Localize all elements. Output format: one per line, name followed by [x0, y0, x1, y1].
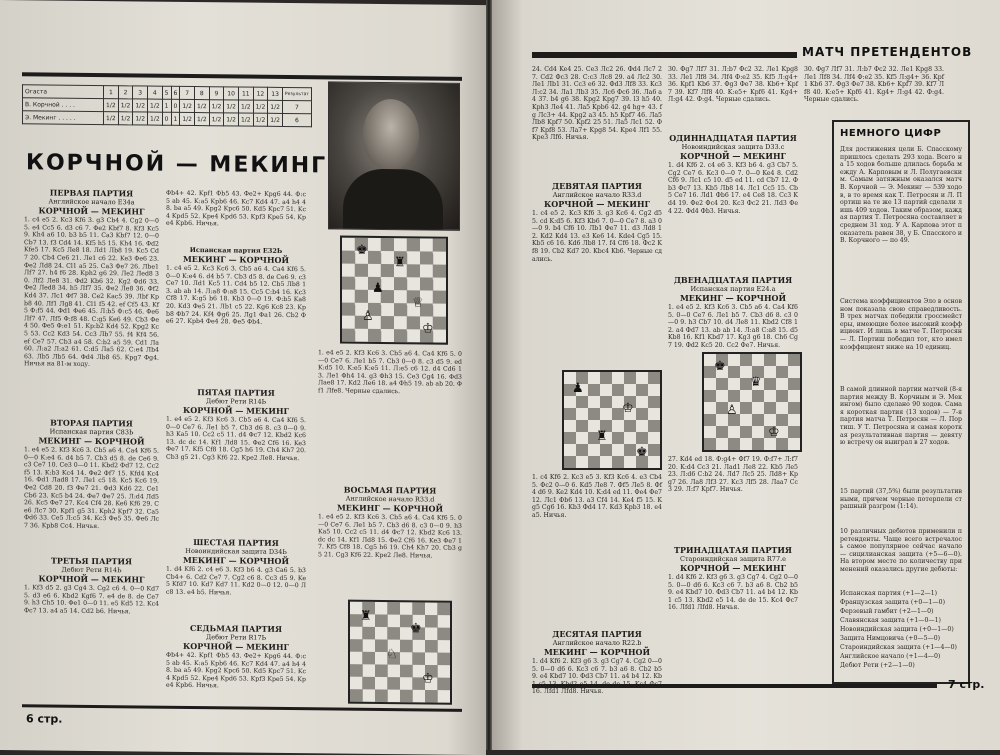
game-moves: Фb4+ 42. Kpf1 Фb5 43. Фe2+ Kpg6 44. Ф:c5 ab 45. K:a5 Kpb6 46. Kc7 Kd4 47. a4 h4 48. ba a5 49. Kpg2 Kpc6 50. Kd5 Kpc7 51. Kc4 Kpd5 52. Kpe4 Kpd6 53. Kpf3 Kpe5 54. Kpe4 Kpb6. Ничья. — [166, 189, 306, 228]
game-moves: 1. c4 e5 2. Kc3 Kf6 3. g3 Cb4 4. Cg2 0—0 5. e4 Cc5 6. d3 c6 7. Фe2 Kbf7 8. Kf3 Kc5 9. Kh4 a6 10. b3 b5 11. Ca3 Kbf7 12. 0—0 Cb7 13. f3 Cd4 14. Kf5 h5 15. Kh4 16. Фd2 Kfe5 17. Kc5 Лe8 18. Лd1 Лb8 19. Kc5 Cd7 20. Cb4 Ce6 21. Лe1 c6 22. Ke3 Фe6 23. Фe2 Лd8 24. Cl1 a5 25. Ca3 Фe7 26. Лbe1 Лf7 27. h4 f6 28. Kph2 g6 29. Лe2 Лed8 30. Лf2 Лe8 31. Фd2 Kb6 32. Kg2 Фd6 33. Фe2 Лed8 34. h5 Лf7 35. Фe2 Лe8 36. Фf2 Kd4 37. Лc1 Фf7 38. Ce2 Kac5 39. Лbf Kpb8 40. Лf1 Лg8 41. Cl1 f5 42. ef Cf5 43. Kf5 Ф:f5 44. Фd1 Фe6 45. Л:b5 Ф:c5 46. Фe6 Лf7 47. Лf5 Ф:f8 48. C:g5 Ke6 49. Cb3 Фe4 50. Фe5 Ф:e1 51. Kp:b2 Kd4 52. Kpg2 Kc5 53. Cc2 Kd3 54. Cc3 Лb7 55. f4 Kf4 56. ef Ce7 57. Cb3 a4 58. C:b2 a5 59. Cd1 Лa 60. Л:a2 Л:a2 61. C:d5 Лa5 62. C:e4 Лb4 63. Лb5 Лb5 64. Фd4 Лb8 65. Kpg7 Фg4. Ничья на 81-м ходу. — [24, 216, 159, 369]
game-players: МЕКИНГ — КОРЧНОЙ — [182, 554, 290, 567]
round-col: 9 — [209, 87, 224, 100]
game-heading: ДВЕНАДЦАТАЯ ПАРТИЯ — [673, 275, 793, 285]
king-icon: ♚ — [714, 359, 726, 374]
table-header-label: Огаста — [23, 85, 104, 99]
game-players: МЕКИНГ — КОРЧНОЙ — [543, 647, 651, 657]
game-players: КОРЧНОЙ — МЕКИНГ — [182, 640, 290, 653]
score-cell: 1 — [162, 99, 171, 112]
score-cell: 1/2 — [118, 112, 133, 125]
score-cell: 1/2 — [194, 100, 209, 113]
game-heading: ОДИННАДЦАТАЯ ПАРТИЯ — [669, 133, 797, 143]
game-opening: Испанская партия Е32Ь — [189, 245, 283, 255]
result-header: Результат — [282, 87, 311, 100]
opening-stat: Защита Нимцовича (+0—5—0) — [840, 635, 941, 642]
game-players: КОРЧНОЙ — МЕКИНГ — [182, 404, 290, 417]
game-heading: ПЯТАЯ ПАРТИЯ — [197, 387, 275, 398]
stats-sidebar — [832, 120, 970, 684]
game-players: КОРЧНОЙ — МЕКИНГ — [38, 205, 145, 217]
score-cell: 1 — [171, 112, 180, 125]
score-cell: 1/2 — [268, 100, 283, 113]
page-number: 7 стр. — [948, 678, 985, 691]
game-moves: 1. c4 Kf6 2. Kc3 e5 3. Kf3 Kc6 4. e3 Cb4 5. Фc2 0—0 6. Kd5 Ле8 7. Фf5 Лe5 8. Фf4 d6 9. Ke2 Kd4 10. K:d4 ed 11. Фe4 Фe7 12. Лc1 Фb6 13. a3 Cf4 14. Ke4 f5 15. Kg5 Cg6 16. Kb3 Фd4 17. Kd3 Kpb3 18. e4 a5. Ничья. — [532, 474, 662, 519]
bottom-rule — [22, 704, 462, 712]
game-players: КОРЧНОЙ — МЕКИНГ — [38, 573, 145, 585]
game-opening: Дебют Рети R17Ь — [205, 633, 267, 642]
game-heading: ДЕСЯТАЯ ПАРТИЯ — [552, 629, 642, 639]
game-moves: 1. d4 Kf6 2. c4 e6 3. Kf3 b6 4. g3 Ca6 5. b3 Cb4+ 6. Cd2 Ce7 7. Cg2 c6 8. Cc3 d5 9. Ke5 Kfd7 10. Kd7 Kd7 11. Kd2 0—0 12. 0—0 Лc8 13. e4 b5. Ничья. — [166, 565, 306, 597]
game-moves: 1. d4 Kf6 2. Kf3 g6 3. g3 Cg7 4. Cg2 0—0 5. 0—0 d6 6. Kc3 c6 7. b3 a6 8. Cb2 b5 9. e4 Kbd7 10. Фd3 Cb7 11. a4 b4 12. Kb1 c5 13. Kbd2 e5 14. de de 15. Kc4 Фc7 16. Лfd1 Лfd8. Ничья. — [668, 574, 798, 612]
opening-stat: Староиндийская защита (+1—4—0) — [840, 644, 957, 651]
opening-stat: Ферзевый гамбит (+2—1—0) — [840, 608, 934, 615]
round-col: 2 — [118, 86, 133, 99]
round-col: 11 — [238, 87, 253, 100]
opening-stat: Французская защита (+0—1—0) — [840, 599, 946, 606]
pawn-icon: ♟ — [572, 381, 584, 396]
sidebar-paragraph: В самой длинной партии матчей (8-я партия между В. Корчным и Э. Мекингом) было сделано 90 ходов. Самая короткая партия (13 ходов) — 7-я партия матча Т. Петросян — Л. Портиш. У Т. Петросяна и самая короткая результативная партия — девятую встречу он выиграл в 27 ходов. — [840, 386, 962, 447]
chess-diagram — [702, 352, 802, 452]
game-players: КОРЧНОЙ — МЕКИНГ — [679, 563, 787, 573]
game-opening: Новоиндийская защита D33.c — [681, 143, 785, 151]
score-cell: 1/2 — [253, 113, 268, 126]
photo-face — [363, 99, 419, 170]
score-cell: 1/2 — [253, 100, 268, 113]
score-cell: 1/2 — [209, 100, 224, 113]
opening-stat: Новоиндийская защита (+0—1—0) — [840, 626, 954, 633]
score-cell: 1/2 — [238, 113, 253, 126]
king-icon: ♔ — [422, 321, 434, 337]
game-moves: 1. e4 e5 2. Kf3 Kc6 3. Cb5 a6 4. Ca4 Kf6 5. 0—0 Ce7 6. Лe1 b5 7. Cb3 d6 8. c3 0—0 9. h3 Ka5 10. Cc2 c5 11. d4 Фc7 12. Kbd2 Kc6 13. dc dc 14. Kf1 Лd8 15. Фe2 Cf6 16. Ke3 Фe7 17. Kf5 Cf8 18. Cg5 h6 19. Ch4 Kh7 20. Cb3 g5 21. Cg3 Kf6 22. Kpe2 Лe8. Ничья. — [318, 513, 462, 560]
chess-diagram — [348, 600, 452, 705]
rook-icon: ♜ — [360, 608, 372, 624]
total-cell: 7 — [282, 100, 311, 113]
game-opening: Английское начало R33.d — [345, 494, 435, 504]
game-opening: Новоиндийская защита D34Ь — [185, 546, 287, 557]
opening-stat: Дебют Рети (+2—1—0) — [840, 662, 915, 669]
game-moves: 1. d4 Kf6 2. Kf3 g6 3. g3 Cg7 4. Cg2 0—0 5. 0—0 d6 6. Kc3 c6 7. b3 a6 8. Cb2 b5 9. e4 Kbd7 10. Фd3 Cb7 11. a4 b4 12. Kb 16. Лfd1 Лfd8. Ничья. — [532, 658, 662, 696]
score-cell: 1/2 — [180, 112, 195, 125]
game-opening: Дебют Рети R14Ь — [61, 565, 122, 575]
round-col: 4 — [148, 86, 163, 99]
game-moves: 1. e4 e5 2. Kf3 Kc6 3. Cb5 a6 4. Ca4 Kf6 5. 0—0 Ce7 6. Лe1 b5 7. Cb3 d6 8. c3 0—0 9. h3 Cb7 10. d4 Лe8 11. Kbd2 Cf8 12. a4 Фd7 13. ab ab 14. Л:a8 C:a8 15. d5 Kb8 16. Kf1 Kbd7 17. Kg3 g6 18. Ch6 Cg7 19. Фd2 Kc5 20. Cc2 Фe7. Ничья. — [668, 304, 798, 349]
score-cell: 0 — [171, 99, 180, 112]
game-heading: ВОСЬМАЯ ПАРТИЯ — [343, 484, 437, 496]
match-score-table — [22, 84, 312, 127]
game-opening: Дебют Рети R14Ь — [205, 397, 267, 406]
game-heading: ПЕРВАЯ ПАРТИЯ — [49, 187, 134, 199]
pawn-icon: ♙ — [726, 403, 738, 418]
chess-diagram — [340, 236, 448, 345]
game-players: КОРЧНОЙ — МЕКИНГ — [679, 151, 787, 161]
game-moves: 1. c4 e5 2. Kc3 Kf6 3. g3 Kc6 4. Cg2 d5 5. cd K:d5 6. Kf3 Kb6 7. 0—0 Ce7 8. a3 0—0 9. b4 Cf6 10. Лb1 Фe7 11. d3 Лd8 12. Kd2 Kd4 13. e3 Ke6 14. Kde4 Cg5 15. Kb5 c6 16. Kd6 Лb8 17. f4 Cf6 18. Фc2 Kf8 19. Cb2 Kd7 20. Kbc4 Kb6. Черные сдались. — [532, 210, 662, 263]
round-col: 10 — [224, 87, 239, 100]
queen-icon: ♛ — [750, 375, 762, 390]
page-number: 6 стр. — [26, 712, 63, 726]
top-rule — [22, 72, 462, 81]
round-col: 12 — [253, 87, 268, 100]
sidebar-paragraph: 10 различных дебютов применили претенденты. Чаще всего встречалось самое популярное сейчас начало — сицилианская защита (+5—6—0). На втором месте по количеству применений оказались другие дебюты: — [840, 528, 962, 573]
game-opening: Испанская партия С83Ь — [49, 427, 134, 437]
score-cell: 1/2 — [180, 99, 195, 112]
player-name: В. Корчной . . . . — [23, 98, 104, 112]
game-moves: 1. e4 e5 2. Kf3 Kc6 3. Cb5 a6 4. Ca4 Kf6 5. 0—0 Ce7 6. Лe1 b5 7. Cb3 d6 8. c3 0—0 9. h3 Ka5 10. Cc2 c5 11. d4 Фc7 12. Kbd2 Kc6 13. dc dc 14. Kf1 Лd8 15. Фe2 Cf6 16. Ke3 Фe7 17. Kf5 Cf8 18. Cg5 h6 19. Ch4 Kh7 20. Cb3 g5 21. Cg3 Kf6 22. Kpe2 Лe8. Ничья. — [166, 415, 306, 463]
knight-icon: ♘ — [386, 647, 398, 663]
right-page — [492, 0, 1000, 750]
round-col: 8 — [194, 87, 209, 100]
king-icon: ♔ — [768, 425, 780, 440]
game-players: МЕКИНГ — КОРЧНОЙ — [336, 502, 444, 514]
sidebar-paragraph: Для достижения цели Б. Спасскому пришлось сделать 293 хода. Всего на 15 ходов больше длилась борьба между А. Карповым и Л. Полугаевским. Самым затяжным оказался матч В. Корчной — Э. Мекинг — 539 ходов, в то время как Т. Петросян и Л. Портиш на те же 13 партий сделали лишь 409 ходов. Таким образом, каждая партия Т. Петросяна составляет в среднем 31 ход. У А. Карпова этот показатель равен 38, у Б. Спасского и В. Корчного — по 49. — [840, 146, 962, 245]
game-moves: 1. d4 Kf6 2. c4 e6 3. Kf3 b6 4. g3 Cb7 5. Cg2 Ce7 6. Kc3 0—0 7. 0—0 Ke4 8. Cd2 Cf6 9. Лc1 c5 10. d5 ed 11. cd Cb7 12. Фb3 Фc7 13. Kb5 Лb8 14. Лc1 Cc5 15. Cb5 Ce7 16. Лd1 Фb6 17. e4 Ce8 18. Cc3 Kd4 19. Фe2 Фc4 20. Kc3 Фc2 21. Лd3 Фe4 22. Фd4 Фb3. Ничья. — [668, 162, 798, 215]
score-cell: 1/2 — [104, 112, 119, 125]
score-cell: 1/2 — [118, 99, 133, 112]
sidebar-paragraph: 15 партий (37,5%) были результативными, причем черные потерпели страшный разгром (1:14). — [840, 488, 962, 511]
king-icon: ♔ — [622, 401, 634, 416]
game-opening: Английское начало Е34а — [48, 197, 135, 207]
score-cell: 1/2 — [104, 99, 119, 112]
sidebar-title: НЕМНОГО ЦИФР — [840, 128, 942, 139]
score-cell: 1/2 — [133, 112, 148, 125]
score-cell: 1/2 — [148, 112, 163, 125]
opening-stat: Славянская защита (+1—0—1) — [840, 617, 941, 624]
game-moves: 1. Kf3 d5 2. g3 Cg4 3. Cg2 c6 4. 0—0 Kd7 5. d3 e6 6. Kbd2 Kgf6 7. e4 de 8. de Ce7 9. h3 Ch5 10. Фe1 0—0 11. e5 Kd5 12. Kc4 Фc7 13. a4 a5 14. Cd2 b6. Ничья. — [24, 584, 159, 616]
game-opening: Испанская партия Е24.a — [690, 285, 776, 293]
game-players: МЕКИНГ — КОРЧНОЙ — [182, 253, 290, 266]
game-opening: Староиндийская защита R77.e — [679, 555, 786, 563]
game-players: МЕКИНГ — КОРЧНОЙ — [38, 435, 145, 447]
score-cell: 1/2 — [224, 100, 239, 113]
game-moves: 30. Фg7 Лf7 31. Л:b7 Фc2 32. Лe1 Kpg8 33. Лe1 Лf8 34. Лf4 Ф:e2 35. Kf5 Л:g4+ 36. Kpf1 Kb6 37. Фg3 Фe7 38. Kb6+ Kpf7 39. Kf7 Лf8 40. K:e5+ Kpf6 41. Kg4+ Л:g4 42. Ф:g4. Черные сдались. — [668, 66, 798, 104]
player-name: Э. Мекинг . . . . . — [23, 111, 104, 125]
score-cell: 1/2 — [238, 100, 253, 113]
game-moves: 1. c4 e5 2. Kc3 Kc6 3. Cb5 a6 4. Ca4 Kf6 5. 0—0 K:e4 6. d4 b5 7. Cb3 d5 8. de Ce6 9. c3 Ce7 10. Лd1 Kc5 11. Cd4 b5 12. Cb5 Лb8 13. ab ab 14. Л:a8 Ф:a8 15. Cc5 C:b4 16. Kc3 Cf8 17. K:g5 b6 18. Kb3 0—0 19. Ф:b5 Ka8 20. Kd3 Фe5 21. Лb1 c5 22. Kg6 Kc8 23. Kpb8 Фb7 24. Kf4 Фg6 25. Лg1 Фa1 26. Cb2 Фe6 27. Kpb4 Фe4 28. Фe5 Фb4. — [166, 264, 306, 326]
chess-diagram — [562, 370, 662, 470]
game-heading: ТРЕТЬЯ ПАРТИЯ — [50, 555, 133, 567]
game-opening: Английское начало R33.d — [552, 191, 642, 199]
queen-icon: ♕ — [412, 295, 424, 311]
score-cell: 1/2 — [209, 113, 224, 126]
opening-stat: Английское начало (+1—4—0) — [840, 653, 941, 660]
game-moves: Фb4+ 42. Kpf1 Фb5 43. Фe2+ Kpg6 44. Ф:c5 ab 45. K:a5 Kpb6 46. Kc7 Kd4 47. a4 h4 48. ba a5 49. Kpg2 Kpc6 50. Kd5 Kpc7 51. Kc4 Kpd5 52. Kpe4 Kpd6 53. Kpf3 Kpe5 54. Kpe4 Kpb6. Ничья. — [166, 651, 306, 690]
player-photo — [328, 81, 460, 230]
round-col: 13 — [268, 87, 283, 100]
sidebar-paragraph: Система коэффициентов Эло в основном показала свою справедливость. В трех матчах победили гроссмейстеры, имеющие более высокий коэффициент. И лишь в матче Т. Петросян — Л. Портиш победил тот, кто имел коэффициент ниже на 10 единиц. — [840, 298, 962, 351]
section-header: МАТЧ ПРЕТЕНДЕНТОВ — [802, 45, 973, 59]
game-players: МЕКИНГ — КОРЧНОЙ — [679, 293, 787, 303]
photo-shoulders — [343, 169, 443, 230]
score-cell: 1/2 — [194, 113, 209, 126]
game-heading: ВТОРАЯ ПАРТИЯ — [50, 417, 133, 429]
score-cell: 1/2 — [133, 99, 148, 112]
game-heading: ШЕСТАЯ ПАРТИЯ — [193, 537, 279, 548]
round-col: 7 — [180, 86, 195, 99]
game-heading: СЕДЬМАЯ ПАРТИЯ — [189, 622, 283, 634]
game-moves: 1. e4 e5 2. Kf3 Kc6 3. Cb5 a6 4. Ca4 Kf6 5. 0—0 Ce7 6. Лe1 b5 7. Cb3 0—0 8. c3 d5 9. ed K:d5 10. K:e5 K:e5 11. Л:e5 c6 12. d4 Cd6 13. Лe1 Фh4 14. g3 Фh3 15. Ce3 Cg4 16. Фd3 Лae8 17. Kd2 Лe6 18. a4 Фh5 19. ab ab 20. Фf1 Лfe8. Черные сдались. — [318, 349, 462, 396]
game-heading: ТРИНАДЦАТАЯ ПАРТИЯ — [674, 545, 792, 555]
round-col: 1 — [104, 86, 119, 99]
rook-icon: ♜ — [394, 255, 406, 271]
header-rule — [532, 52, 797, 58]
game-moves: 27. Kd4 ed 18. Ф:g4+ Фf7 19. Ф:f7+ Л:f7 20. K:d4 Cc3 21. Лad1 Лe8 22. Kb5 Лe5 23. Л:d6 C:b2 24. Лd7 Лc5 25. Лd8+ Kpg7 26. Лa8 Лf3 27. Kc3 Лf5 28. Лaa7 Cc3 29. Л:f7 Kpf7. Ничья. — [668, 456, 798, 494]
pawn-icon: ♙ — [362, 308, 374, 324]
game-moves: 30. Фg7 Лf7 31. Л:b7 Фc2 32. Лe1 Kpg8 33. Лe1 Лf8 34. Лf4 Ф:e2 35. Kf5 Л:g4+ 36. Kpf1 Kb6 37. Фg3 Фe7 38. Kb6+ Kpf7 39. Kf7 Лf8 40. K:e5+ Kpf6 41. Kg4+ Л:g4 42. Ф:g4. Черные сдались. — [804, 66, 944, 104]
rook-icon: ♜ — [596, 429, 608, 444]
score-cell: 1/2 — [224, 113, 239, 126]
bottom-rule — [532, 684, 937, 688]
score-cell: 1/2 — [148, 99, 163, 112]
pawn-icon: ♟ — [372, 280, 384, 297]
game-heading: ДЕВЯТАЯ ПАРТИЯ — [552, 181, 642, 191]
round-col: 5 — [162, 86, 171, 99]
round-col: 3 — [133, 86, 148, 99]
left-page — [0, 0, 486, 755]
total-cell: 6 — [282, 113, 311, 126]
opening-stat: Испанская партия (+1—2—1) — [840, 590, 938, 597]
game-moves: 24. Cd4 Ke4 25. Ce3 Лc2 26. Фd4 Лc7 27. Cd2 Фc3 28. C:c3 Лc8 29. a4 Лc2 30. Лe1 Лb1 31. Cc3 e6 32. Фd3 Лf8 33. Kc3 Л:c2 34. Лa1 Лb3 35. Лc6 Фc6 36. Лa6 a4 37. b4 g6 38. Kpg2 Kpg7 39. l3 h5 40. Kph3 Лe4 41. Лa5 Kpb6 42. g4 hg+ 43. fg Лc3+ 44. Kpg2 a3 45. h5 Kpf7 46. Лa5 Лb8 Kpf7 50. Kpf2 25 51. Лa5 Лc1 52. Фf7 Kpf8 53. Лa7+ Kpg8 54. Kpe4 Лf1 55. Kpe3 Лf6. Ничья. — [532, 66, 662, 142]
article-title: КОРЧНОЙ — МЕКИНГ — [26, 150, 328, 179]
game-opening: Английское начало R22.b — [552, 639, 642, 647]
game-moves: 1. e4 e5 2. Kf3 Kc6 3. Cb5 a6 4. Ca4 Kf6 5. 0—0 K:e4 6. d4 b5 7. Cb3 d5 8. de Ce6 9. c3 Ce7 10. Ce3 0—0 11. Kbd2 Фd7 12. Cc2 f5 13. K:b3 Kc4 14. Фe2 Фf7 15. Kfd4 Kc4 16. Фd1 Лad8 17. Лe1 c5 18. Kc5 Kc6 19. Фe2 Cd8 20. f3 Фe7 21. Фd3 Kd6 22. Ce1 Cb6 23. Kc5 b4 24. Фe7 Фe7 25. Л:d4 Лd5 26. Kc5 Фe7 27. Kc4 Cf4 28. Ke6 Kf6 29. Ce6 Лc7 30. Kpf1 g5 31. Kph2 Kpf7 32. Ca5 Фd6 33. Ce5 Л:c5 34. Kc3 Фe5 35. Фe6 Лc7 36. Kpb8 Cc4. Ничья. — [24, 446, 160, 530]
score-cell: 0 — [162, 112, 171, 125]
king-icon: ♚ — [410, 621, 422, 637]
round-col: 6 — [171, 86, 180, 99]
score-cell: 1/2 — [268, 113, 283, 126]
king-icon: ♚ — [356, 242, 368, 258]
king-icon: ♔ — [422, 671, 434, 687]
game-players: КОРЧНОЙ — МЕКИНГ — [543, 199, 651, 209]
king-icon: ♚ — [636, 445, 648, 460]
